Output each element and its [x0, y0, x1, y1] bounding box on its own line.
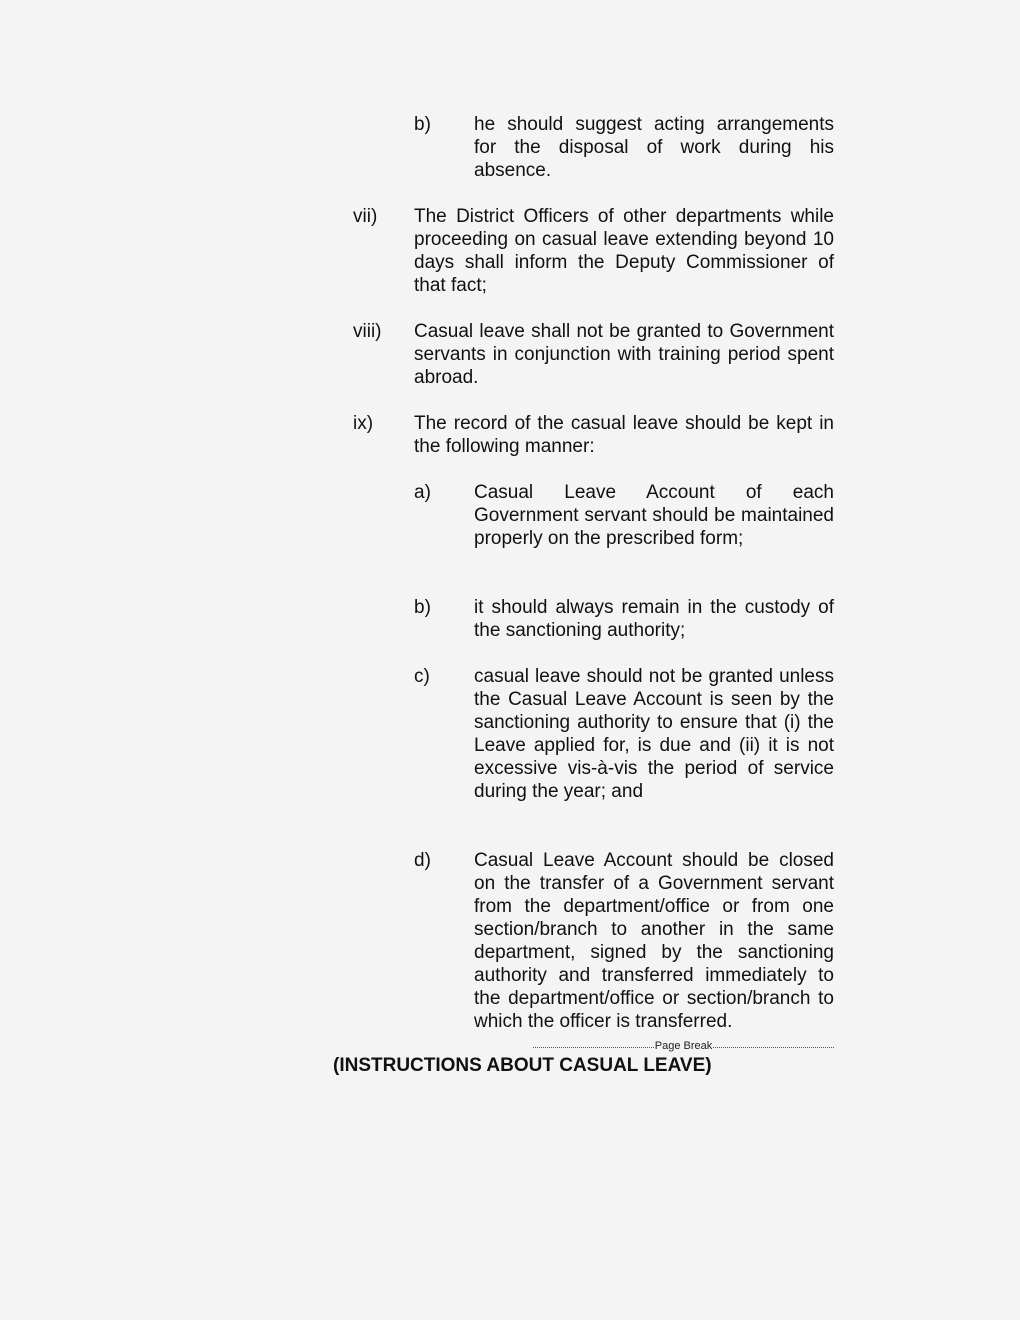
clause-text: Casual Leave Account of each Government servant should be maintained properly on the prescribed form;: [474, 482, 834, 549]
clause-text: it should always remain in the custody of the sanctioning authority;: [474, 597, 834, 641]
clause-label: b): [414, 114, 431, 135]
clause-label: d): [414, 850, 431, 871]
clause-text: The record of the casual leave should be kept in the following manner:: [414, 413, 834, 457]
clause-text: The District Officers of other departments while proceeding on casual leave extending beyond 10 days shall inform the Deputy Commissioner of that fact;: [414, 206, 834, 296]
section-heading: (INSTRUCTIONS ABOUT CASUAL LEAVE): [333, 1055, 712, 1076]
clause-label: b): [414, 597, 431, 618]
page-break-label: Page Break: [654, 1040, 713, 1052]
clause-text: he should suggest acting arrangements for the disposal of work during his absence.: [474, 114, 834, 181]
page-break-dots-left: [533, 1047, 654, 1048]
page-break-marker: [533, 1039, 834, 1053]
clause-label: viii): [353, 321, 382, 342]
clause-label: c): [414, 666, 430, 687]
clause-label: ix): [353, 413, 374, 434]
clause-label: vii): [353, 206, 378, 227]
clause-label: a): [414, 482, 431, 503]
clause-text: Casual leave shall not be granted to Government servants in conjunction with training period spent abroad.: [414, 321, 834, 388]
page-break-dots-right: [713, 1047, 834, 1048]
clause-text: casual leave should not be granted unless the Casual Leave Account is seen by the sanctioning authority to ensure that (i) the Leave applied for, is due and (ii) it is not excessive vis-à-vis the period of service during the year; and: [474, 666, 834, 802]
clause-text: Casual Leave Account should be closed on the transfer of a Government servant from the department/office or from one section/branch to another in the same department, signed by the sanctioning authority and transferred immediately to the department/office or section/branch to which the officer is transferred.: [474, 850, 834, 1032]
